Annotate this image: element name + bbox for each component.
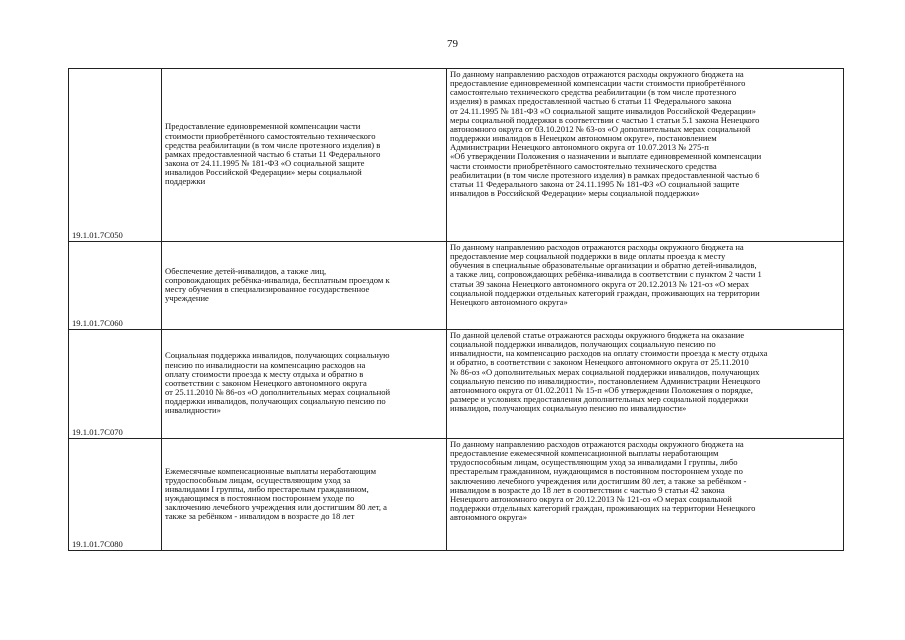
table-row (69, 69, 844, 242)
row-description-cell (447, 69, 844, 242)
row-description: По данному направлению расходов отражаются расходы окружного бюджета на предоставление ежемесячной компенсационной выплаты неработающим трудоспособным лицам, осуществляющим уход за инвалидами I группы, либо престарелым гражданином, нуждающимся в постоянном постороннем уходе по заключению лечебного учреждения или достигшим 80 лет, а также за ребёнком - инвалидом в возрасте до 18 лет в соответствии с частью 9 статьи 42 закона Ненецкого автономного округа от 20.12.2013 № 121-оз «О мерах социальной поддержки отдельных категорий граждан, проживающих на территории Ненецкого автономного округа» (450, 439, 756, 523)
row-name: Предоставление единовременной компенсации части стоимости приобретённого самостоятельно технического средства реабилитации (в том числе протезного изделия) в рамках предоставленной частью 6 статьи 11 Федерального закона от 24.11.1995 № 181-ФЗ «О социальной защите инвалидов Российской Федерации» меры социальной поддержки (165, 121, 381, 187)
page-number: 79 (447, 38, 458, 50)
row-code: 19.1.01.7С060 (69, 242, 162, 330)
budget-classification-table (68, 68, 844, 551)
row-code: 19.1.01.7С080 (69, 439, 162, 551)
row-description-cell (447, 330, 844, 439)
row-description-cell (447, 242, 844, 330)
table-row (69, 330, 844, 439)
row-name-cell (162, 242, 447, 330)
row-description: По данному направлению расходов отражаются расходы окружного бюджета на предоставление мер социальной поддержки в виде оплаты проезда к месту обучения в специальные образовательные организации и обратно детей-инвалидов, а также лиц, сопровождающих ребёнка-инвалида в соответствии с пунктом 2 части 1 статьи 39 закона Ненецкого автономного округа от 20.12.2013 № 121-оз «О мерах социальной поддержки отдельных категорий граждан, проживающих на территории Ненецкого автономного округа» (450, 242, 762, 307)
row-name: Обеспечение детей-инвалидов, а также лиц, сопровождающих ребёнка-инвалида, бесплатным проездом к месту обучения в специализированное государственное учреждение (165, 265, 390, 304)
row-name-cell (162, 439, 447, 551)
row-description: По данному направлению расходов отражаются расходы окружного бюджета на предоставление единовременной компенсации части стоимости приобретённого самостоятельно технического средства реабилитации (в том числе протезного изделия) в рамках предоставленной частью 6 статьи 11 Федерального закона от 24.11.1995 № 181-ФЗ «О социальной защите инвалидов Российской Федерации» меры социальной поддержки в соответствии с частью 1 статьи 5.1 закона Ненецкого автономного округа от 03.10.2012 № 63-оз «О дополнительных мерах социальной поддержки инвалидов в Ненецком автономном округе», постановлением Администрации Ненецкого автономного округа от 10.07.2013 № 275-п «Об утверждении Положения о назначении и выплате единовременной компенсации части стоимости приобретённого самостоятельно технического средства реабилитации (в том числе протезного изделия) в рамках предоставленной частью 6 статьи 11 Федерального закона от 24.11.1995 № 181-ФЗ «О социальной защите инвалидов в Российской Федерации» меры социальной поддержки» (450, 69, 762, 199)
row-name: Ежемесячные компенсационные выплаты неработающим трудоспособным лицам, осуществляющим уход за инвалидами I группы, либо престарелым гражданином, нуждающимся в постоянном постороннем уходе по заключению лечебного учреждения или достигшим 80 лет, а также за ребёнком - инвалидом в возрасте до 18 лет (165, 465, 387, 522)
row-code: 19.1.01.7С050 (69, 69, 162, 242)
row-name-cell (162, 330, 447, 439)
row-description: По данной целевой статье отражаются расходы окружного бюджета на оказание социальной поддержки инвалидов, получающих социальную пенсию по инвалидности, на компенсацию расходов на оплату стоимости проезда к месту отдыха и обратно, в соответствии с законом Ненецкого автономного округа от 25.11.2010 № 86-оз «О дополнительных мерах социальной поддержки инвалидов, получающих социальную пенсию по инвалидности», постановлением Администрации Ненецкого автономного округа от 01.02.2011 № 15-п «Об утверждении Положения о порядке, размере и условиях предоставления дополнительных мер социальной поддержки инвалидов, получающих социальную пенсию по инвалидности» (450, 330, 768, 414)
row-name-cell (162, 69, 447, 242)
row-code: 19.1.01.7С070 (69, 330, 162, 439)
table-row (69, 439, 844, 551)
table-row (69, 242, 844, 330)
row-description-cell (447, 439, 844, 551)
row-name: Социальная поддержка инвалидов, получающих социальную пенсию по инвалидности на компенсацию расходов на оплату стоимости проезда к месту отдыха и обратно в соответствии с законом Ненецкого автономного округа от 25.11.2010 № 86-оз «О дополнительных мерах социальной поддержки инвалидов, получающих социальную пенсию по инвалидности» (165, 350, 391, 416)
